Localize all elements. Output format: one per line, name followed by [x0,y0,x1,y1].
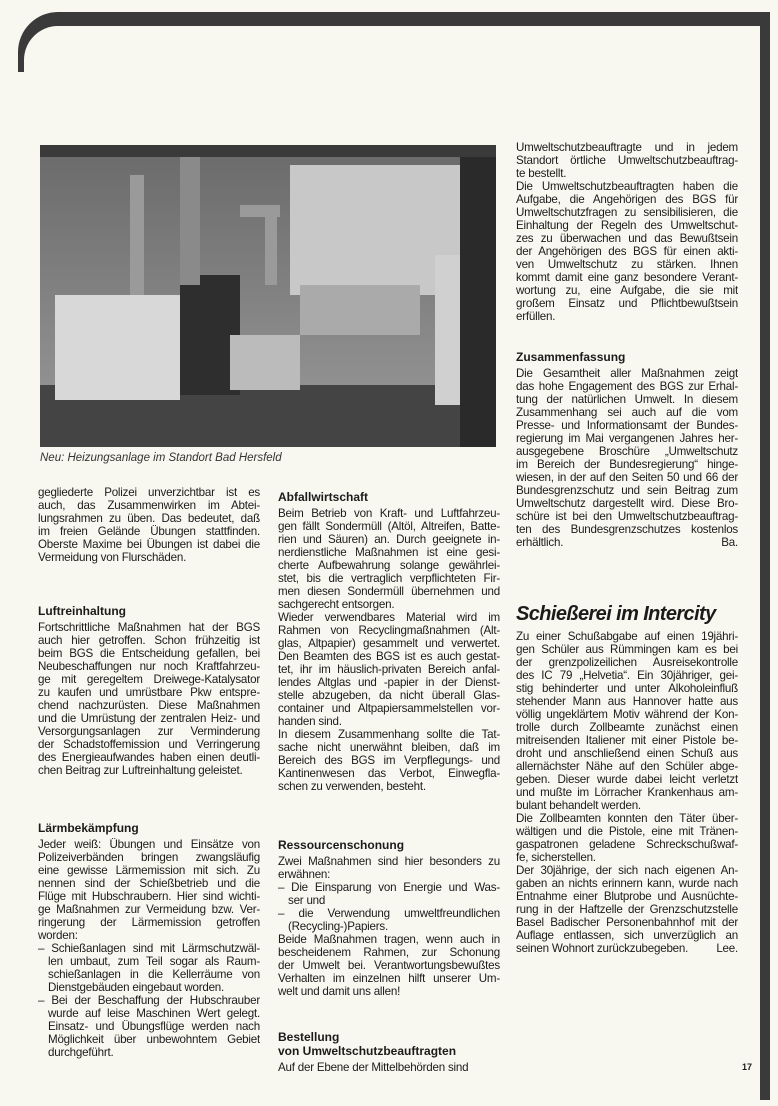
text-line: regierung im Mai vergangenen Jahres her- [516,432,738,445]
text-line: Einsatz- und Übungsflüge werden nach [48,1020,260,1033]
text-line: Vermeidung von Flurschäden. [38,551,187,564]
paragraph [38,621,260,777]
section-zusammenfassung [516,350,738,549]
text-line: Zu einer Schußabgabe auf einen 19jähri- [516,630,738,643]
text-line: Fortschrittliche Maßnahmen hat der BGS [38,621,260,634]
text-line: zes zu überwachen und das Bewußtsein [516,232,738,245]
text-line: (Recycling-)Papiers. [288,920,388,933]
text-line: Zusammenhang sei auch auf die vom [516,406,738,419]
text-line: Kantinenwesen das Verbot, Einwegfla- [278,767,500,780]
text-line: container und Altpapiersammelstellen vor- [278,702,500,715]
text-line: Umweltschutzbeauftragte und in jedem [516,141,738,154]
text-line: lungsrahmen zu üben. Das bedeutet, daß [38,512,260,525]
text-line: lendes Altglas und -papier in der Dienst- [278,676,500,689]
text-line: – Die Einsparung von Energie und Was- [278,881,500,894]
text-line: der Angehörigen des BGS für einen akti- [516,245,738,258]
text-line: Einhaltung der Regeln des Umweltschut- [516,219,738,232]
paragraph [278,881,500,907]
photo-caption: Neu: Heizungsanlage im Standort Bad Hersfeld [40,452,282,464]
text-line: Die Umweltschutzbeauftragten haben die [516,180,738,193]
section-heading: Luftreinhaltung [38,604,126,618]
section-heading: Lärmbekämpfung [38,821,139,835]
text-line: fe, sicherstellen. [516,851,596,864]
text-line: glas, Altpapier) gesammelt und verwertet. [278,637,500,650]
paragraph [516,141,738,180]
text-line: eine gewisse Lärmemission mit sich. Zu [38,864,260,877]
paragraph [516,864,738,955]
text-line: tung der natürlichen Umwelt. In diesem [516,393,738,406]
text-line: Den Beamten des BGS ist es auch gestat- [278,650,500,663]
text-line: Basel Badischer Personenbahnhof mit der [516,916,738,929]
text-line: geben. Dieser wurde dabei leicht verletzt [516,773,738,786]
text-line: im Bereich der Bundesregierung“ hinge- [516,458,738,471]
text-line: durchgeführt. [48,1046,114,1059]
section-heading: Bestellung von Umweltschutzbeauftragten [278,1030,457,1058]
article-title: Schießerei im Intercity [516,603,716,625]
text-line: Umweltschutzfragen zu sensibilisieren, die [516,206,738,219]
photo-heating-plant [40,145,496,447]
section-heading: Zusammenfassung [516,350,626,364]
text-line: – die Verwendung umweltfreundlichen [278,907,500,920]
paragraph [278,855,500,881]
text-line: gaspatronen geladene Schreckschußwaf- [516,838,738,851]
section-ressourcenschonung [278,838,500,998]
text-line: stet, bis die vertraglich verpflichteten Fir- [278,572,500,585]
text-line: chend nachzurüsten. Diese Maßnahmen [38,699,260,712]
text-line: rung in der Haftzelle der Grenzschutzstelle [516,903,738,916]
text-line: Die Zollbeamten konnten den Täter über- [516,812,738,825]
text-line: cherte Aufbewahrung solange gewährlei- [278,559,500,572]
text-line: stehender Mann aus Hannover hatte aus [516,695,738,708]
text-line: chen Beitrag zur Luftreinhaltung geleistet. [38,764,243,777]
text-line: stig behinderter und unter Alkoholeinfluß [516,682,738,695]
text-line: erwähnen: [278,868,331,881]
text-block-intro [38,486,260,564]
text-line: Polizeiverbänden bringen zwangsläufig [38,851,260,864]
text-line: Umweltschutz dargestellt wird. Diese Bro- [516,497,738,510]
text-line: Bundesgrenzschutz und sein Beitrag zum [516,484,738,497]
paragraph [516,180,738,323]
text-line: auch hier getroffen. Schon frühzeitig ist [38,634,260,647]
article-schiesserei-im-intercity [516,602,738,955]
paragraph [38,942,260,994]
text-line: wortung zu, eine Aufgabe, die sie mit [516,284,738,297]
text-line: im freien Gelände Übungen stattfinden. [38,525,260,538]
text-line: ge mit geregeltem Dreiwege-Katalysator [38,673,260,686]
text-line: Zwei Maßnahmen sind hier besonders zu [278,855,500,868]
paragraph [278,728,500,793]
text-line: seinen Wohnort zurückzubegeben. Lee. [516,942,738,955]
section-bestellung [278,1030,500,1074]
text-block-continuation [516,141,738,323]
text-line: schen zu verwenden, besteht. [278,780,426,793]
text-line: ven Umweltschutz zu stärken. Ihnen [516,258,738,271]
text-line: Aufgabe, die Angehörigen des BGS für [516,193,738,206]
paragraph [516,630,738,812]
text-line: wältigen und die Pistole, eine mit Tränen- [516,825,738,838]
text-line: Oberste Maxime bei Übungen ist dabei die [38,538,260,551]
text-line: zu kaufen und umrüstbare Pkw entspre- [38,686,260,699]
text-line: beim BGS die Entscheidung gefallen, bei [38,647,260,660]
text-line: schüre ist bei den Umweltschutzbeauftrag- [516,510,738,523]
text-line: worden: [38,929,78,942]
section-heading: Ressourcenschonung [278,838,405,852]
text-line: gegliederte Polizei unverzichtbar ist es [38,486,260,499]
text-line: Die Gesamtheit aller Maßnahmen zeigt [516,367,738,380]
author-signature: Ba. [721,536,738,549]
text-line: Rahmen von Recyclingmaßnahmen (Alt- [278,624,500,637]
paragraph [38,838,260,942]
text-line: der Umwelt bei. Verantwortungsbewußtes [278,959,500,972]
text-line: Jeder weiß: Übungen und Einsätze von [38,838,260,851]
text-line: Möglichkeit über unbewohntem Gebiet [48,1033,260,1046]
text-line: Der 30jährige, der sich nach eigenen An- [516,864,738,877]
text-line: nennen sind der Schießbetrieb und die [38,877,260,890]
text-line: – Schießanlagen sind mit Lärmschutzwäl- [38,942,260,955]
text-line: Entnahme einer Blutprobe und Ausnüchte- [516,890,738,903]
text-line: bulant behandelt werden. [516,799,641,812]
text-line: trolle durch Zollbeamte zunächst einen [516,721,738,734]
text-line: schießanlagen in die Kellerräume von [48,968,260,981]
page-number: 17 [742,1062,753,1072]
text-line: Neubeschaffungen nur noch Kraftfahrzeu- [38,660,260,673]
paragraph [278,507,500,611]
text-line: der grenzpolizeilichen Ausreisekontrolle [516,656,738,669]
text-line: wiesen, in der auf den Seiten 50 und 66 der [516,471,738,484]
text-line: droht und anschließend einen Schuß aus [516,747,738,760]
text-line: Flüge mit Hubschraubern. Hier sind wichti- [38,890,260,903]
paragraph [278,1061,500,1074]
text-line: und die Umrüstung der zentralen Heiz- und [38,712,260,725]
text-line: des Energieaufwandes haben einen deutli- [38,751,260,764]
text-line: ser und [288,894,326,907]
paragraph [516,812,738,864]
text-line: wurde auf leise Maschinen Wert gelegt. [48,1007,260,1020]
text-line: ge Maßnahmen zur Vermeidung bzw. Ver- [38,903,260,916]
text-line: Beim Betrieb von Kraft- und Luftfahrzeu- [278,507,500,520]
paragraph [278,907,500,933]
text-line: gaben an nichts erinnern kann, wurde nach [516,877,738,890]
text-line: rien und Säuren) an. Durch geeignete in- [278,533,500,546]
text-line: te bestellt. [516,167,567,180]
heating-plant-image [40,145,496,447]
text-line: sache nicht unerwähnt bleiben, daß im [278,741,500,754]
text-line: sachgerecht entsorgen. [278,598,395,611]
text-line: des IC 79 „Helvetia“. Ein 30jähriger, gei- [516,669,738,682]
text-line: Dienstgebäuden eingebaut worden. [48,981,225,994]
text-line: auch, das Zusammenwirken im Abtei- [38,499,260,512]
text-line: und mußte im Lörracher Krankenhaus am- [516,786,738,799]
text-line: mitreisenden Italiener mit einer Pistole be- [516,734,738,747]
section-abfallwirtschaft [278,490,500,793]
text-line: ausgegebene Broschüre „Umweltschutz [516,445,738,458]
text-line: ten des Bundesgrenzschutzes kostenlos [516,523,738,536]
text-line: handen sind. [278,715,342,728]
text-line: – Bei der Beschaffung der Hubschrauber [38,994,260,1007]
text-line: len umbaut, zum Teil sogar als Raum- [48,955,260,968]
text-line: Standort örtliche Umweltschutzbeauftrag- [516,154,738,167]
section-laermbekaempfung [38,821,260,1059]
text-line: Bereich des BGS im Verpflegungs- und [278,754,500,767]
paragraph [38,486,260,564]
text-line: nerdienstliche Maßnahmen ist eine gesi- [278,546,500,559]
text-line: der Schadstoffemission und Verringerung [38,738,260,751]
text-line: men diesen Sondermüll übernehmen und [278,585,500,598]
text-line: bescheidenem Rahmen, zur Schonung [278,946,500,959]
text-line: Auflage entlassen, sich unverzüglich an [516,929,738,942]
text-line: völlig ungeklärtem Motiv während der Kon- [516,708,738,721]
paragraph [38,994,260,1059]
text-line: das hohe Engagement des BGS zur Erhal- [516,380,738,393]
text-line: allernächster Nähe auf den Schüler abge- [516,760,738,773]
text-line: erfüllen. [516,310,556,323]
text-line: gen Schüler aus Rümmingen kam es bei [516,643,738,656]
text-line: stelle abzugeben, da nicht überall Glas- [278,689,500,702]
text-line: kommt damit eine ganz besondere Verant- [516,271,738,284]
author-signature: Lee. [716,942,738,955]
text-line: großem Einsatz und Pflichtbewußtsein [516,297,738,310]
text-line: Auf der Ebene der Mittelbehörden sind [278,1061,469,1074]
text-line: ringerung der Lärmemission getroffen [38,916,260,929]
paragraph [278,933,500,998]
section-heading: Abfallwirtschaft [278,490,369,504]
text-line: Verhalten im einzelnen hilft unserer Um- [278,972,500,985]
page-frame-right [760,12,770,1100]
text-line: Wieder verwendbares Material wird im [278,611,500,624]
text-line: In diesem Zusammenhang sollte die Tat- [278,728,500,741]
text-line: Beide Maßnahmen tragen, wenn auch in [278,933,500,946]
text-line: Versorgungsanlagen zur Verminderung [38,725,260,738]
paragraph [278,611,500,728]
section-luftreinhaltung [38,604,260,777]
text-line: gen fällt Sondermüll (Altöl, Altreifen, Batte- [278,520,500,533]
text-line: Presse- und Informationsamt der Bundes- [516,419,738,432]
text-line: tet, ihr im häuslich-privaten Bereich anfal- [278,663,500,676]
text-line: welt und damit uns allen! [278,985,401,998]
text-line: erhältlich. Ba. [516,536,738,549]
paragraph [516,367,738,549]
